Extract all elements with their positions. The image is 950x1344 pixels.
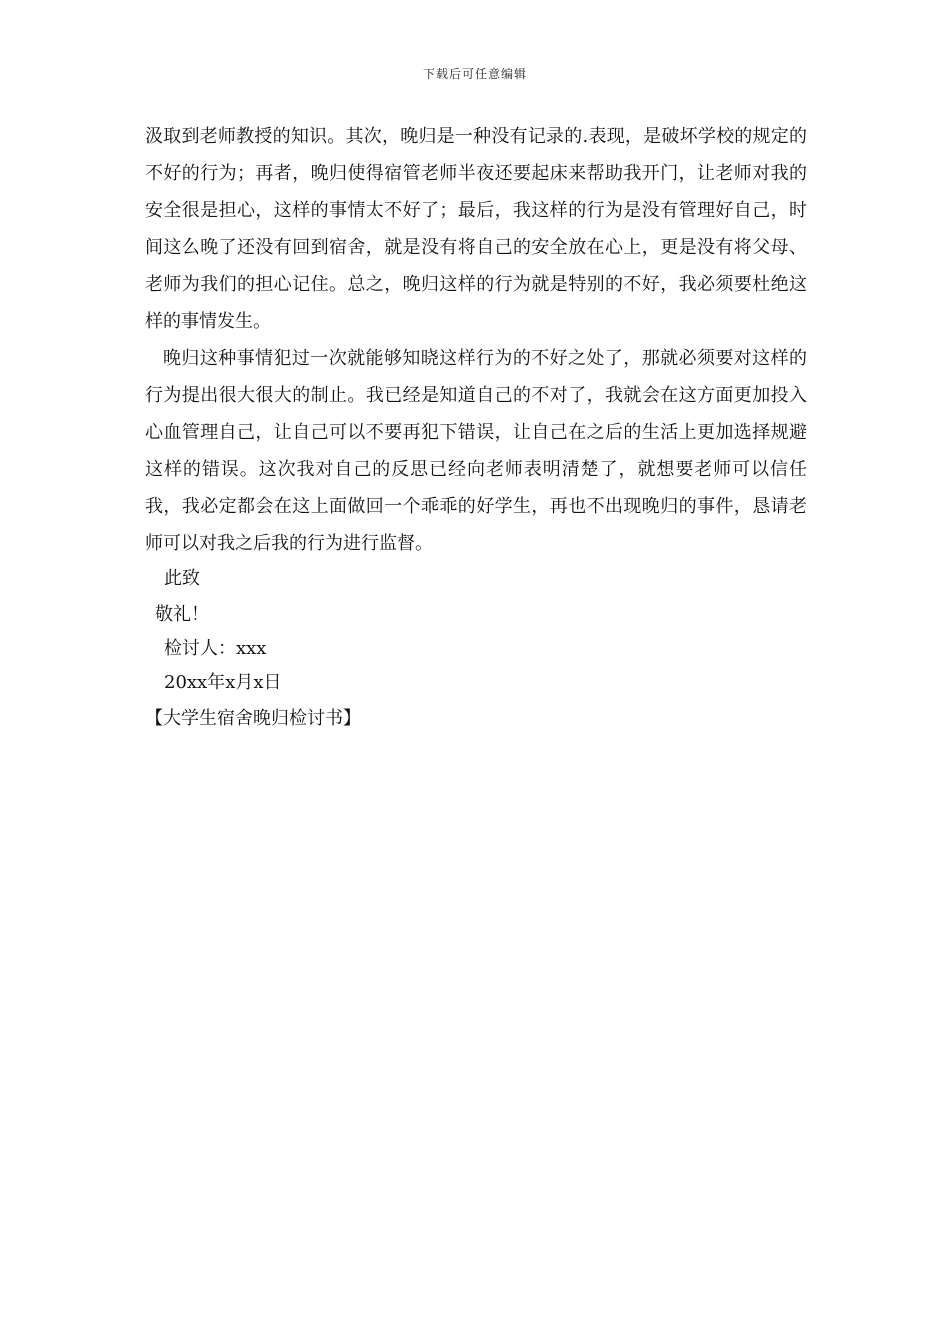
closing-regards: 敬礼！ xyxy=(155,604,209,625)
body-paragraph: 汲取到老师教授的知识。其次，晚归是一种没有记录的.表现，是破坏学校的规定的不好的行为；再者，晚归使得宿管老师半夜还要起床来帮助我开门，让老师对我的安全很是担心，这样的事情太不好了；最后，我这样的行为是没有管理好自己，时间这么晚了还没有回到宿舍，就是没有将自己的安全放在心上，更是没有将父母、老师为我们的担心记住。总之，晚归这样的行为就是特别的不好，我必须要杜绝这样的事情发生。 xyxy=(145,126,807,332)
date-line: 20xx年x月x日 xyxy=(164,672,282,693)
author-line: 检讨人：xxx xyxy=(164,638,267,659)
closing-salutation: 此致 xyxy=(164,568,200,589)
body-paragraph: 晚归这种事情犯过一次就能够知晓这样行为的不好之处了，那就必须要对这样的行为提出很大很大的制止。我已经是知道自己的不对了，我就会在这方面更加投入心血管理自己，让自己可以不要再犯下错误，让自己在之后的生活上更加选择规避这样的错误。这次我对自己的反思已经向老师表明清楚了，就想要老师可以信任我，我必定都会在这上面做回一个乖乖的好学生，再也不出现晚归的事件，恳请老师可以对我之后我的行为进行监督。 xyxy=(145,348,807,554)
page-header-note: 下载后可任意编辑 xyxy=(422,67,527,81)
letter-body xyxy=(145,118,807,562)
document-title-tag: 【大学生宿舍晚归检讨书】 xyxy=(145,708,361,729)
